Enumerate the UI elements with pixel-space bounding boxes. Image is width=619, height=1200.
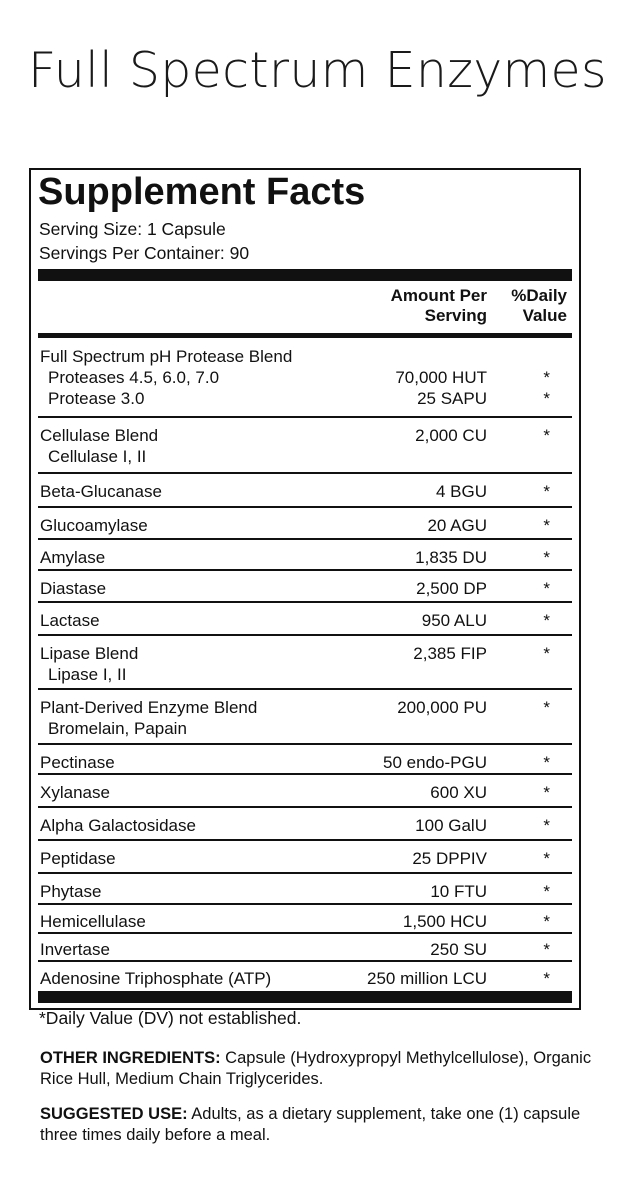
column-header-daily-value: %Daily Value [511, 286, 567, 325]
nutrient-name-text: Hemicellulase [40, 912, 146, 931]
amount-value: 200,000 PU [397, 698, 487, 717]
amount-value: 70,000 HUT [395, 368, 487, 387]
nutrient-name-text: Phytase [40, 882, 102, 901]
nutrient-amount [430, 782, 487, 803]
nutrient-name [40, 481, 162, 502]
amount-value: 1,500 HCU [402, 912, 487, 931]
nutrient-daily-value [543, 815, 550, 836]
nutrient-daily-value [543, 346, 550, 409]
daily-value: * [543, 940, 550, 959]
nutrient-name [40, 815, 196, 836]
daily-value: * [543, 912, 550, 931]
daily-value: * [543, 698, 550, 717]
row-divider [38, 743, 572, 745]
nutrient-daily-value [543, 578, 550, 599]
other-ingredients-text: Capsule (Hydroxypropyl Methylcellulose), Organic Rice Hull, Medium Chain Triglycerides. [40, 1049, 592, 1088]
supplement-facts-panel [29, 168, 581, 1028]
nutrient-name [40, 848, 116, 869]
row-divider [38, 872, 572, 874]
amount-value: 100 GalU [415, 816, 487, 835]
amount-value: 600 XU [430, 783, 487, 802]
amount-value: 25 SAPU [417, 389, 487, 408]
nutrient-name-text: Beta-Glucanase [40, 482, 162, 501]
nutrient-daily-value [543, 610, 550, 631]
nutrient-amount [427, 515, 487, 536]
daily-value: * [543, 548, 550, 567]
daily-value: * [543, 783, 550, 802]
amount-value: 250 SU [430, 940, 487, 959]
amount-value: 2,385 FIP [413, 644, 487, 663]
nutrient-amount [403, 911, 487, 932]
daily-value: * [543, 816, 550, 835]
amount-value: 2,500 DP [416, 579, 487, 598]
nutrient-sub-name: Cellulase I, II [48, 447, 147, 466]
daily-value: * [543, 579, 550, 598]
daily-value: * [543, 849, 550, 868]
other-ingredients-label: OTHER INGREDIENTS: [40, 1049, 221, 1067]
daily-value: * [543, 753, 550, 772]
amount-value: 4 BGU [435, 482, 487, 501]
nutrient-name [40, 578, 106, 599]
daily-value: * [543, 389, 550, 408]
amount-value: 2,000 CU [415, 426, 487, 445]
row-divider [38, 416, 572, 418]
nutrient-name-text: Invertase [40, 940, 110, 959]
daily-value: * [543, 644, 550, 663]
nutrient-name-text: Amylase [40, 548, 106, 567]
row-divider [38, 634, 572, 636]
nutrient-name [40, 881, 101, 902]
row-divider [38, 773, 572, 775]
row-divider [38, 960, 572, 962]
nutrient-sub-name: Lipase I, II [48, 665, 127, 684]
nutrient-amount [397, 697, 487, 718]
nutrient-name-text: Lipase Blend [40, 644, 139, 663]
suggested-use-label: SUGGESTED USE: [40, 1105, 188, 1123]
suggested-use-text: Adults, as a dietary supplement, take one (1) capsule three times daily before a meal. [40, 1105, 581, 1144]
nutrient-daily-value [543, 881, 550, 902]
nutrient-name [40, 939, 110, 960]
nutrient-amount [383, 752, 487, 773]
nutrient-amount [412, 848, 487, 869]
nutrient-amount [436, 481, 487, 502]
nutrient-amount [367, 968, 487, 989]
nutrient-name [40, 547, 105, 568]
nutrient-name-text: Alpha Galactosidase [40, 816, 196, 835]
amount-value: 25 DPPIV [412, 849, 487, 868]
product-title: Full Spectrum Enzymes [28, 42, 607, 99]
row-divider [38, 472, 572, 474]
daily-value: * [543, 516, 550, 535]
nutrient-name-text: Pectinase [40, 753, 115, 772]
nutrient-daily-value [543, 697, 550, 718]
servings-per-container: Servings Per Container: 90 [39, 243, 250, 263]
nutrient-name-text: Peptidase [40, 849, 116, 868]
nutrient-daily-value [543, 643, 550, 664]
nutrient-daily-value [543, 782, 550, 803]
serving-size: Serving Size: 1 Capsule [39, 219, 226, 239]
suggested-use [40, 1104, 600, 1146]
nutrient-sub-name: Protease 3.0 [48, 389, 145, 408]
row-divider [38, 903, 572, 905]
amount-value: 250 million LCU [367, 969, 487, 988]
nutrient-sub-name: Bromelain, Papain [48, 719, 187, 738]
amount-value: 950 ALU [421, 611, 487, 630]
nutrient-amount [395, 346, 487, 409]
nutrient-daily-value [543, 752, 550, 773]
nutrient-name-text: Cellulase Blend [40, 426, 159, 445]
daily-value: * [543, 882, 550, 901]
nutrient-daily-value [543, 547, 550, 568]
header-divider [38, 333, 572, 338]
daily-value: * [543, 482, 550, 501]
bottom-thick-divider [38, 991, 572, 1003]
nutrient-name [40, 697, 257, 739]
amount-value: 10 FTU [430, 882, 487, 901]
row-divider [38, 538, 572, 540]
row-divider [38, 601, 572, 603]
amount-value: 20 AGU [427, 516, 487, 535]
nutrient-amount [415, 815, 487, 836]
nutrient-name [40, 610, 100, 631]
nutrient-amount [422, 610, 487, 631]
nutrient-amount [430, 939, 487, 960]
row-divider [38, 688, 572, 690]
other-ingredients [40, 1048, 600, 1090]
nutrient-name [40, 911, 146, 932]
nutrient-amount [415, 425, 487, 446]
nutrient-amount [415, 547, 487, 568]
daily-value: * [543, 611, 550, 630]
nutrient-name [40, 643, 138, 685]
column-header-amount: Amount Per Serving [390, 286, 487, 325]
nutrient-name-text: Glucoamylase [40, 516, 148, 535]
daily-value: * [543, 368, 550, 387]
row-divider [38, 569, 572, 571]
nutrient-name [40, 782, 110, 803]
facts-heading: Supplement Facts [38, 171, 366, 213]
daily-value-footnote: *Daily Value (DV) not established. [39, 1008, 302, 1028]
daily-value: * [543, 426, 550, 445]
thick-divider [38, 269, 572, 281]
row-divider [38, 806, 572, 808]
nutrient-sub-name: Proteases 4.5, 6.0, 7.0 [48, 368, 220, 387]
nutrient-name-text: Plant-Derived Enzyme Blend [40, 698, 258, 717]
nutrient-amount [413, 643, 487, 664]
nutrient-name [40, 968, 271, 989]
nutrient-daily-value [543, 968, 550, 989]
amount-value: 1,835 DU [415, 548, 487, 567]
nutrient-daily-value [543, 481, 550, 502]
nutrient-amount [416, 578, 487, 599]
row-divider [38, 932, 572, 934]
nutrient-daily-value [543, 848, 550, 869]
nutrient-name [40, 346, 292, 409]
nutrient-name [40, 515, 148, 536]
nutrient-amount [430, 881, 487, 902]
nutrient-daily-value [543, 425, 550, 446]
nutrient-name-text: Full Spectrum pH Protease Blend [40, 347, 293, 366]
nutrient-name-text: Xylanase [40, 783, 110, 802]
nutrient-name-text: Diastase [40, 579, 107, 598]
nutrient-daily-value [543, 939, 550, 960]
row-divider [38, 839, 572, 841]
amount-value: 50 endo-PGU [383, 753, 487, 772]
nutrient-name [40, 752, 115, 773]
daily-value: * [543, 969, 550, 988]
nutrient-name [40, 425, 158, 467]
nutrient-daily-value [543, 515, 550, 536]
row-divider [38, 506, 572, 508]
nutrient-name-text: Adenosine Triphosphate (ATP) [40, 969, 272, 988]
nutrient-daily-value [543, 911, 550, 932]
nutrient-name-text: Lactase [40, 611, 100, 630]
